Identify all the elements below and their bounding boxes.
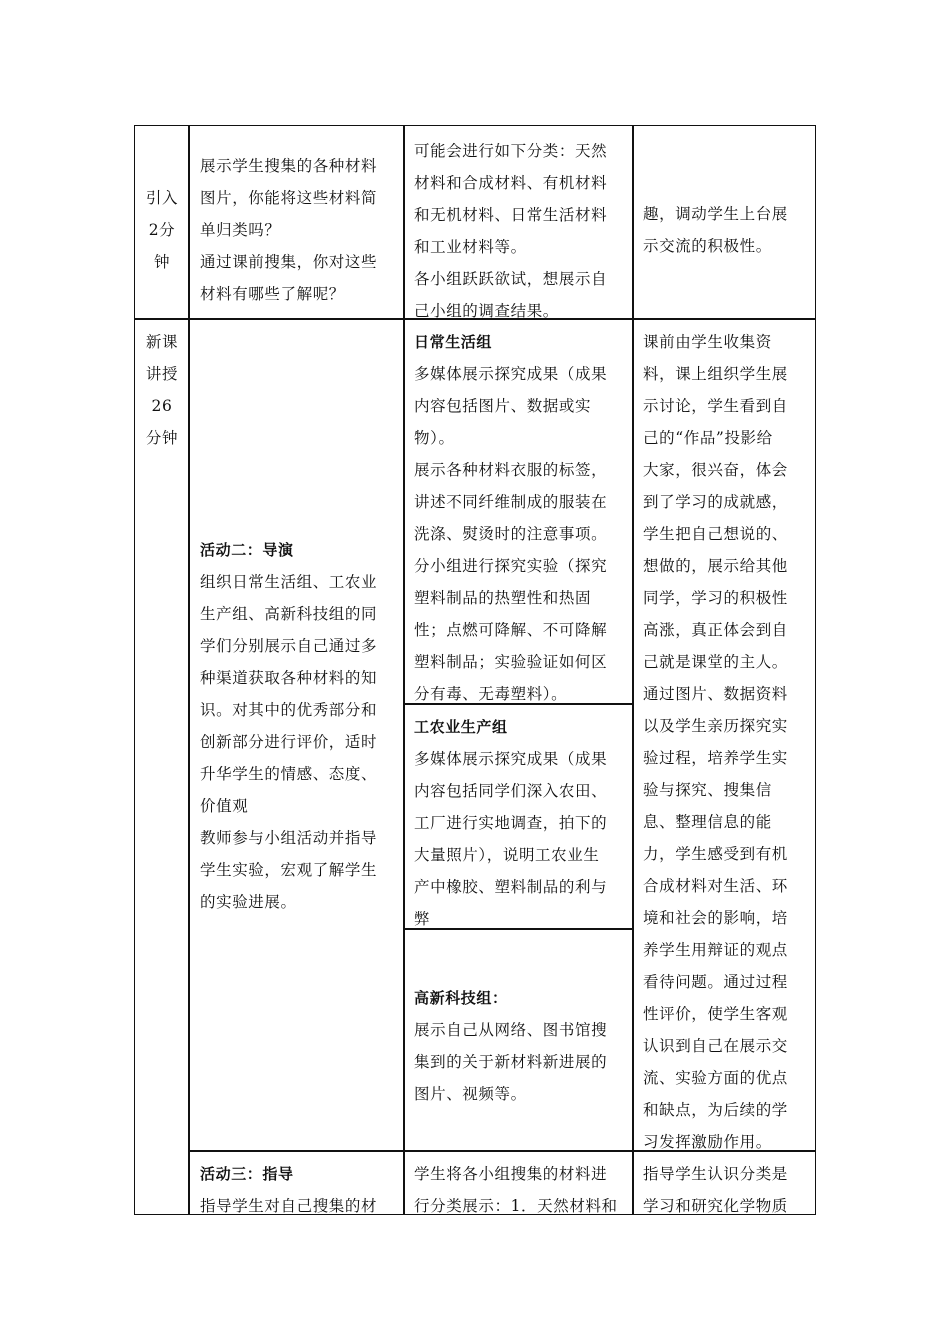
text-line: 单归类吗？ xyxy=(200,221,281,239)
daily-group-title: 日常生活组 xyxy=(414,333,493,351)
text-line: 力，学生感受到有机 xyxy=(643,845,788,863)
student-cell-tech-group xyxy=(414,982,630,1110)
text-line: 学生实验，宏观了解学生 xyxy=(200,861,378,879)
stage-line: 2分 xyxy=(148,221,176,239)
text-line: 可能会进行如下分类：天然 xyxy=(414,142,608,160)
text-line: 多媒体展示探究成果（成果 xyxy=(414,365,608,383)
text-line: 价值观 xyxy=(200,797,249,815)
text-line: 己的“作品”投影给 xyxy=(643,429,773,447)
text-line: 种渠道获取各种材料的知 xyxy=(200,669,378,687)
text-line: 分小组进行探究实验（探究 xyxy=(414,557,608,575)
text-line: 验过程，培养学生实 xyxy=(643,749,788,767)
text-line: 大家，很兴奋，体会 xyxy=(643,461,788,479)
text-line: 指导学生认识分类是 xyxy=(643,1165,788,1183)
text-line: 看待问题。通过过程 xyxy=(643,973,788,991)
text-line: 高涨，真正体会到自 xyxy=(643,621,788,639)
col-divider-1 xyxy=(188,125,190,1215)
student-cell-daily-group xyxy=(414,326,630,710)
text-line: 塑料制品的热塑性和热固 xyxy=(414,589,592,607)
text-line: 和工业材料等。 xyxy=(414,238,527,256)
text-line: 洗涤、熨烫时的注意事项。 xyxy=(414,525,608,543)
student-cell-activity3 xyxy=(414,1158,630,1222)
text-line: 示交流的积极性。 xyxy=(643,237,772,255)
intent-cell-new xyxy=(643,326,813,1158)
text-line: 己就是课堂的主人。 xyxy=(643,653,788,671)
text-line: 指导学生对自己搜集的材 xyxy=(200,1197,378,1215)
text-line: 性评价，使学生客观 xyxy=(643,1005,788,1023)
text-line: 课前由学生收集资 xyxy=(643,333,772,351)
text-line: 料，课上组织学生展 xyxy=(643,365,788,383)
stage-line: 分钟 xyxy=(145,429,179,447)
text-line: 各小组跃跃欲试，想展示自 xyxy=(414,270,608,288)
text-line: 弊 xyxy=(414,910,431,928)
stage-line: 讲授 xyxy=(145,365,179,383)
stage-line: 新课 xyxy=(145,333,179,351)
text-line: 讲述不同纤维制成的服装在 xyxy=(414,493,608,511)
text-line: 内容包括图片、数据或实 xyxy=(414,397,592,415)
text-line: 升华学生的情感、态度、 xyxy=(200,765,378,783)
text-line: 材料有哪些了解呢？ xyxy=(200,285,345,303)
text-line: 学生把自己想说的、 xyxy=(643,525,788,543)
text-line: 息、整理信息的能 xyxy=(643,813,772,831)
text-line: 境和社会的影响，培 xyxy=(643,909,788,927)
text-line: 认识到自己在展示交 xyxy=(643,1037,788,1055)
text-line: 材料和合成材料、有机材料 xyxy=(414,174,608,192)
text-line: 和无机材料、日常生活材料 xyxy=(414,206,608,224)
text-line: 工厂进行实地调查，拍下的 xyxy=(414,814,608,832)
text-line: 图片、视频等。 xyxy=(414,1085,527,1103)
col-divider-3 xyxy=(632,125,634,1215)
industry-group-title: 工农业生产组 xyxy=(414,718,508,736)
text-line: 生产组、高新科技组的同 xyxy=(200,605,378,623)
text-line: 展示自己从网络、图书馆搜 xyxy=(414,1021,608,1039)
text-line: 养学生用辩证的观点 xyxy=(643,941,788,959)
text-line: 行分类展示：1．天然材料和 xyxy=(414,1197,618,1215)
student-cell-intro xyxy=(414,135,630,327)
text-line: 学习和研究化学物质 xyxy=(643,1197,788,1215)
text-line: 多媒体展示探究成果（成果 xyxy=(414,750,608,768)
text-line: 图片，你能将这些材料简 xyxy=(200,189,378,207)
text-line: 性；点燃可降解、不可降解 xyxy=(414,621,608,639)
text-line: 到了学习的成就感， xyxy=(643,493,788,511)
text-line: 趣，调动学生上台展 xyxy=(643,205,788,223)
text-line: 合成材料对生活、环 xyxy=(643,877,788,895)
text-line: 集到的关于新材料新进展的 xyxy=(414,1053,608,1071)
stage-cell-new xyxy=(136,326,188,454)
text-line: 的实验进展。 xyxy=(200,893,297,911)
teacher-cell-activity3 xyxy=(200,1158,400,1222)
text-line: 创新部分进行评价，适时 xyxy=(200,733,378,751)
stage-cell-intro xyxy=(136,182,188,278)
text-line: 同学，学习的积极性 xyxy=(643,589,788,607)
text-line: 分有毒、无毒塑料）。 xyxy=(414,685,568,703)
stage-line: 引入 xyxy=(145,189,179,207)
text-line: 教师参与小组活动并指导 xyxy=(200,829,378,847)
text-line: 想做的，展示给其他 xyxy=(643,557,788,575)
text-line: 示讨论，学生看到自 xyxy=(643,397,788,415)
intent-cell-intro xyxy=(643,198,813,262)
text-line: 组织日常生活组、工农业 xyxy=(200,573,378,591)
text-line: 习发挥激励作用。 xyxy=(643,1133,772,1151)
text-line: 识。对其中的优秀部分和 xyxy=(200,701,378,719)
text-line: 己小组的调查结果。 xyxy=(414,302,559,320)
text-line: 塑料制品；实验验证如何区 xyxy=(414,653,608,671)
text-line: 学们分别展示自己通过多 xyxy=(200,637,378,655)
teacher-cell-activity2 xyxy=(200,534,400,918)
text-line: 内容包括同学们深入农田、 xyxy=(414,782,608,800)
text-line: 产中橡胶、塑料制品的利与 xyxy=(414,878,608,896)
intent-cell-activity3 xyxy=(643,1158,813,1222)
text-line: 通过图片、数据资料 xyxy=(643,685,788,703)
text-line: 流、实验方面的优点 xyxy=(643,1069,788,1087)
text-line: 验与探究、搜集信 xyxy=(643,781,772,799)
stage-line: 钟 xyxy=(153,253,171,271)
text-line: 大量照片），说明工农业生 xyxy=(414,846,600,864)
stage-line: 26 xyxy=(151,397,173,415)
text-line: 展示各种材料衣服的标签， xyxy=(414,461,608,479)
activity2-title: 活动二：导演 xyxy=(200,541,294,559)
text-line: 学生将各小组搜集的材料进 xyxy=(414,1165,608,1183)
text-line: 物）。 xyxy=(414,429,455,447)
col-divider-2 xyxy=(403,125,405,1215)
teacher-cell-intro xyxy=(200,150,400,310)
student-cell-industry-group xyxy=(414,711,630,935)
activity3-title: 活动三：指导 xyxy=(200,1165,294,1183)
text-line: 通过课前搜集，你对这些 xyxy=(200,253,378,271)
text-line: 以及学生亲历探究实 xyxy=(643,717,788,735)
tech-group-title: 高新科技组： xyxy=(414,989,508,1007)
text-line: 展示学生搜集的各种材料 xyxy=(200,157,378,175)
text-line: 和缺点，为后续的学 xyxy=(643,1101,788,1119)
